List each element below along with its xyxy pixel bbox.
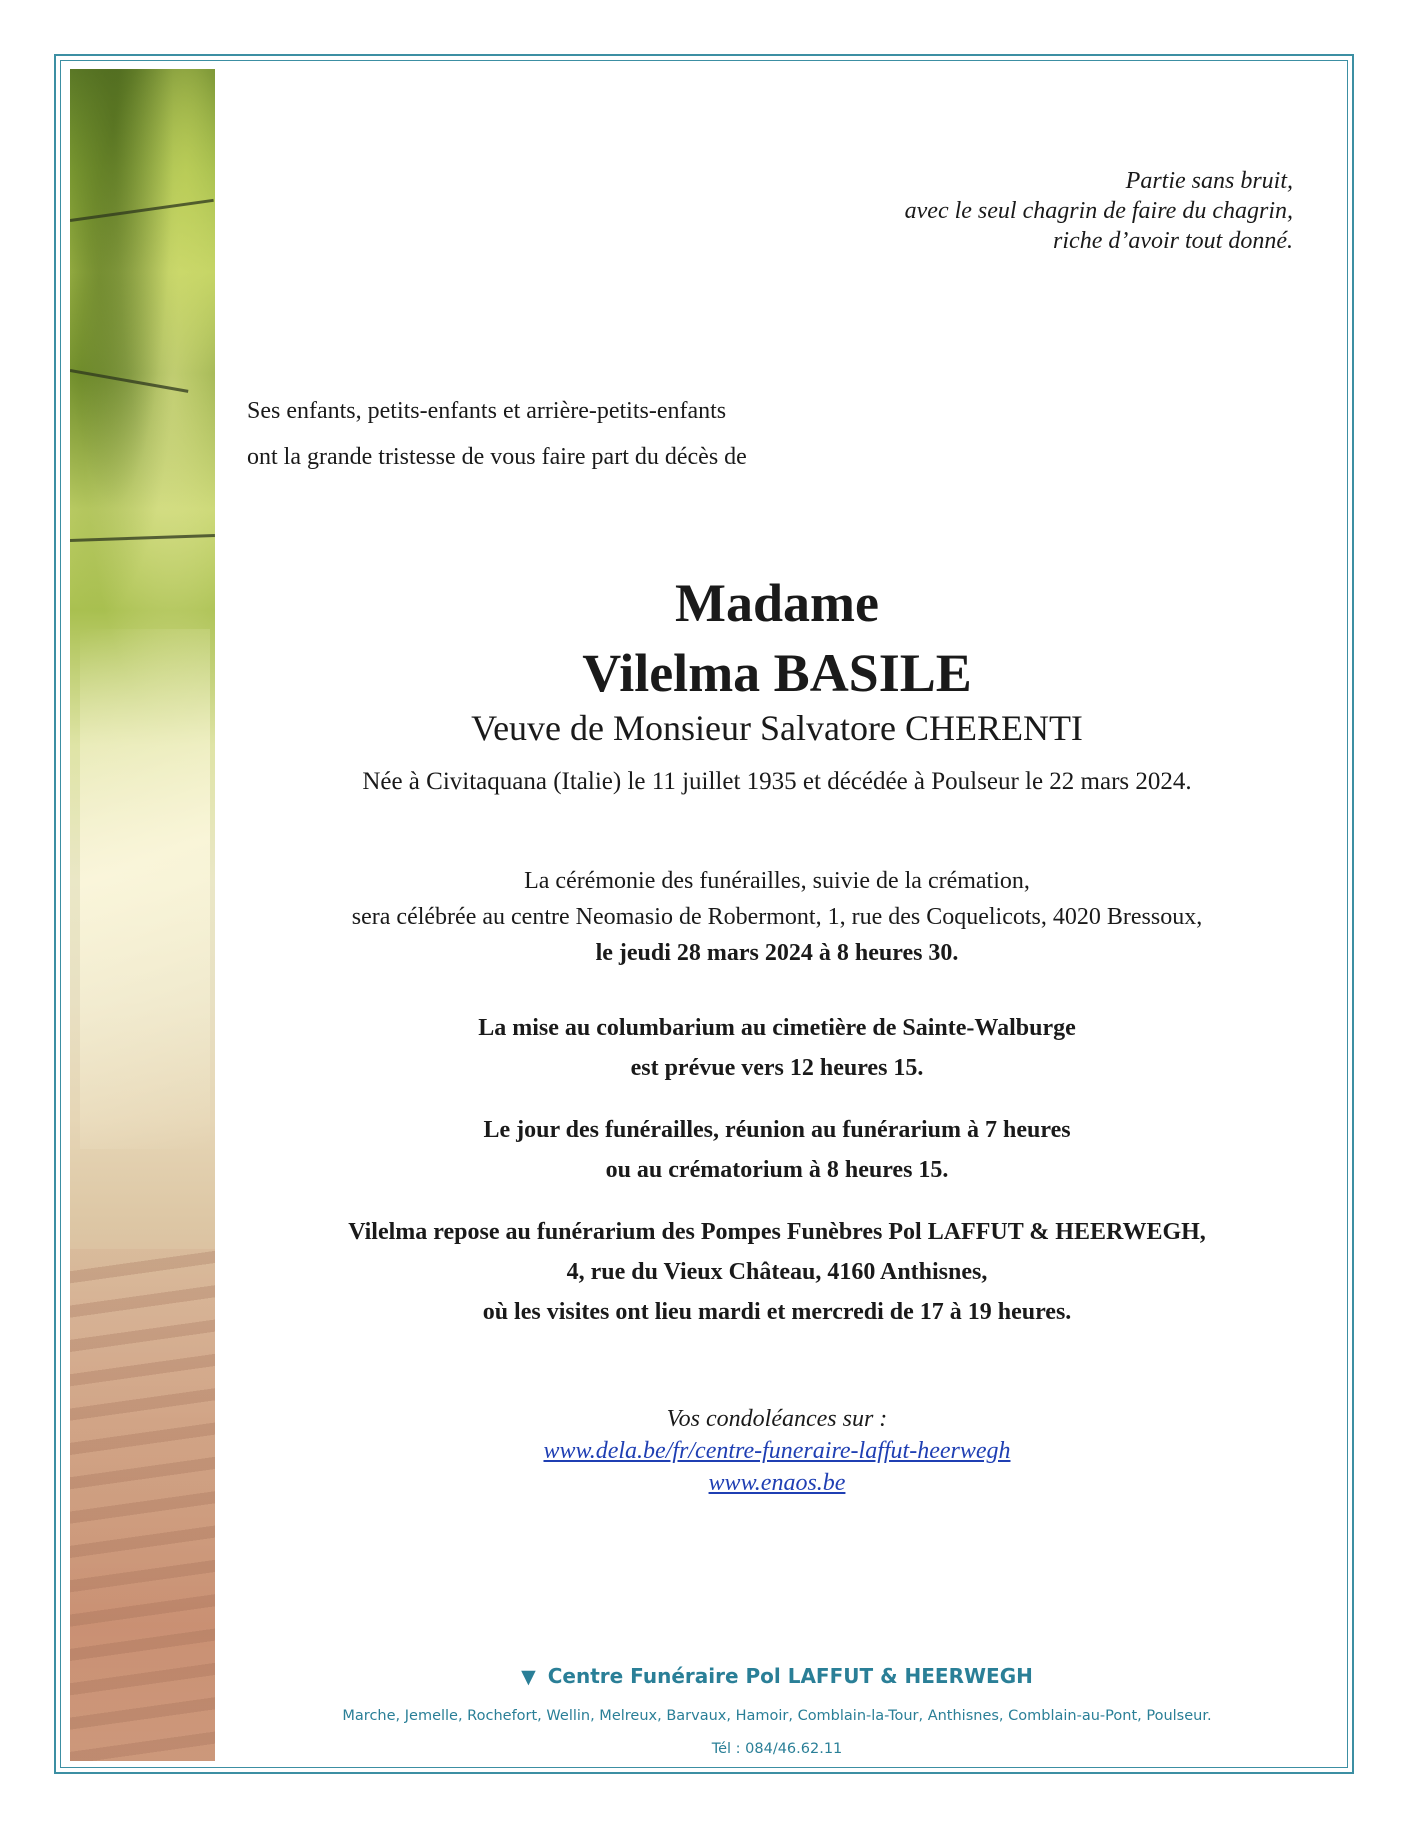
ceremony-line: sera célébrée au centre Neomasio de Robermont, 1, rue des Coquelicots, 4020 Bressoux, — [351, 904, 1203, 930]
widow-of: Veuve de Monsieur Salvatore CHERENTI — [471, 708, 1083, 748]
enaos-link[interactable]: www.enaos.be — [708, 1470, 846, 1496]
deceased-name: Vilelma BASILE — [582, 643, 972, 703]
columbarium-block — [215, 1008, 1339, 1088]
family-announcement — [247, 388, 747, 480]
dela-link[interactable]: www.dela.be/fr/centre-funeraire-laffut-heerwegh — [543, 1438, 1011, 1464]
reunion-line: ou au crématorium à 8 heures 15. — [605, 1157, 949, 1183]
footer-phone: Tél : 084/46.62.11 — [711, 1741, 843, 1757]
notice-content — [215, 0, 1355, 1833]
deceased-title: Madame — [675, 573, 879, 633]
announcement-line: Ses enfants, petits-enfants et arrière-petits-enfants — [247, 398, 727, 424]
photo-path — [70, 1249, 215, 1761]
photo-light-ray — [80, 629, 210, 1149]
ceremony-line: La cérémonie des funérailles, suivie de la crémation, — [524, 868, 1030, 894]
condolences-block — [215, 1403, 1339, 1499]
triangle-down-icon: ▼ — [521, 1666, 536, 1688]
repose-line: Vilelma repose au funérarium des Pompes Funèbres Pol LAFFUT & HEERWEGH, — [348, 1219, 1206, 1245]
ceremony-block — [215, 863, 1339, 971]
quote-line: Partie sans bruit, — [1125, 168, 1293, 194]
footer-cities: Marche, Jemelle, Rochefort, Wellin, Melreux, Barvaux, Hamoir, Comblain-la-Tour, Anthisnes, Comblain-au-Pont, Poulseur. — [342, 1708, 1212, 1724]
columbarium-line: est prévue vers 12 heures 15. — [630, 1055, 924, 1081]
quote-line: riche d’avoir tout donné. — [1053, 228, 1293, 254]
company-name: Centre Funéraire Pol LAFFUT & HEERWEGH — [547, 1664, 1033, 1688]
reunion-block — [215, 1110, 1339, 1190]
repose-line: où les visites ont lieu mardi et mercredi de 17 à 19 heures. — [482, 1299, 1072, 1325]
announcement-line: ont la grande tristesse de vous faire part du décès de — [247, 444, 747, 470]
deceased-name-block — [215, 568, 1339, 708]
repose-block — [215, 1212, 1339, 1332]
repose-line: 4, rue du Vieux Château, 4160 Anthisnes, — [566, 1259, 988, 1285]
quote-line: avec le seul chagrin de faire du chagrin, — [904, 198, 1293, 224]
ceremony-date-time: le jeudi 28 mars 2024 à 8 heures 30. — [595, 940, 959, 966]
reunion-line: Le jour des funérailles, réunion au funérarium à 7 heures — [483, 1117, 1071, 1143]
columbarium-line: La mise au columbarium au cimetière de Sainte-Walburge — [478, 1015, 1076, 1041]
forest-path-photo — [70, 69, 215, 1761]
birth-death-line: Née à Civitaquana (Italie) le 11 juillet 1935 et décédée à Poulseur le 22 mars 2024. — [362, 768, 1192, 795]
poem-quote — [905, 166, 1293, 256]
footer-company — [215, 1662, 1339, 1691]
condolences-label: Vos condoléances sur : — [666, 1406, 888, 1432]
